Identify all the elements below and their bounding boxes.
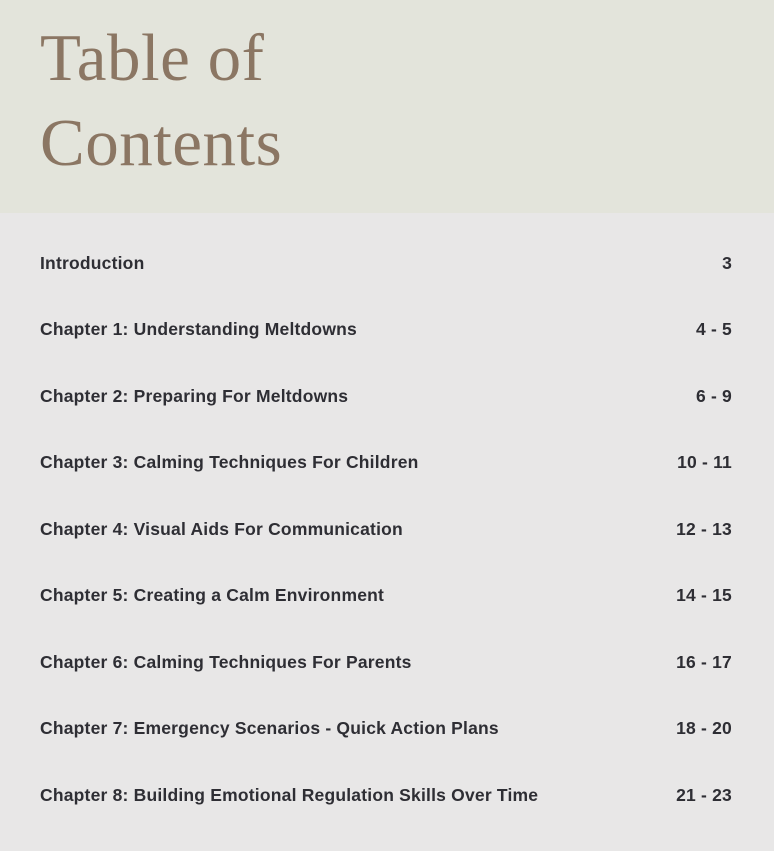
toc-entry-chapter-6[interactable]	[40, 629, 732, 696]
toc-entry-label: Chapter 2: Preparing For Meltdowns	[40, 385, 349, 406]
page-title	[40, 16, 734, 186]
toc-entry-chapter-5[interactable]	[40, 563, 732, 630]
toc-entry-label: Chapter 4: Visual Aids For Communication	[40, 518, 403, 539]
toc-entry-chapter-3[interactable]	[40, 430, 732, 497]
toc-entry-pages: 16 - 17	[676, 651, 732, 672]
toc-list	[0, 213, 774, 829]
toc-entry-label: Introduction	[40, 252, 145, 273]
toc-entry-label: Chapter 3: Calming Techniques For Children	[40, 452, 419, 473]
page-header	[0, 0, 774, 213]
toc-entry-chapter-7[interactable]	[40, 696, 732, 763]
toc-entry-label: Chapter 6: Calming Techniques For Parents	[40, 651, 412, 672]
toc-entry-pages: 10 - 11	[677, 452, 732, 473]
toc-entry-label: Chapter 5: Creating a Calm Environment	[40, 585, 385, 606]
toc-entry-introduction[interactable]	[40, 230, 732, 297]
toc-entry-label: Chapter 7: Emergency Scenarios - Quick Action Plans	[40, 718, 499, 739]
page-title-line-1: Table of	[40, 21, 265, 95]
toc-entry-pages: 12 - 13	[676, 518, 732, 539]
toc-entry-label: Chapter 1: Understanding Meltdowns	[40, 319, 357, 340]
toc-entry-pages: 4 - 5	[695, 319, 732, 340]
toc-entry-chapter-4[interactable]	[40, 496, 732, 563]
toc-entry-label: Chapter 8: Building Emotional Regulation Skills Over Time	[40, 784, 539, 805]
toc-entry-chapter-2[interactable]	[40, 363, 732, 430]
toc-entry-pages: 21 - 23	[676, 784, 732, 805]
toc-entry-chapter-1[interactable]	[40, 297, 732, 364]
page-title-line-2: Contents	[40, 106, 283, 180]
toc-entry-pages: 3	[722, 252, 732, 273]
toc-entry-pages: 14 - 15	[676, 585, 732, 606]
toc-entry-pages: 18 - 20	[676, 718, 732, 739]
toc-entry-chapter-8[interactable]	[40, 762, 732, 829]
toc-entry-pages: 6 - 9	[695, 385, 732, 406]
